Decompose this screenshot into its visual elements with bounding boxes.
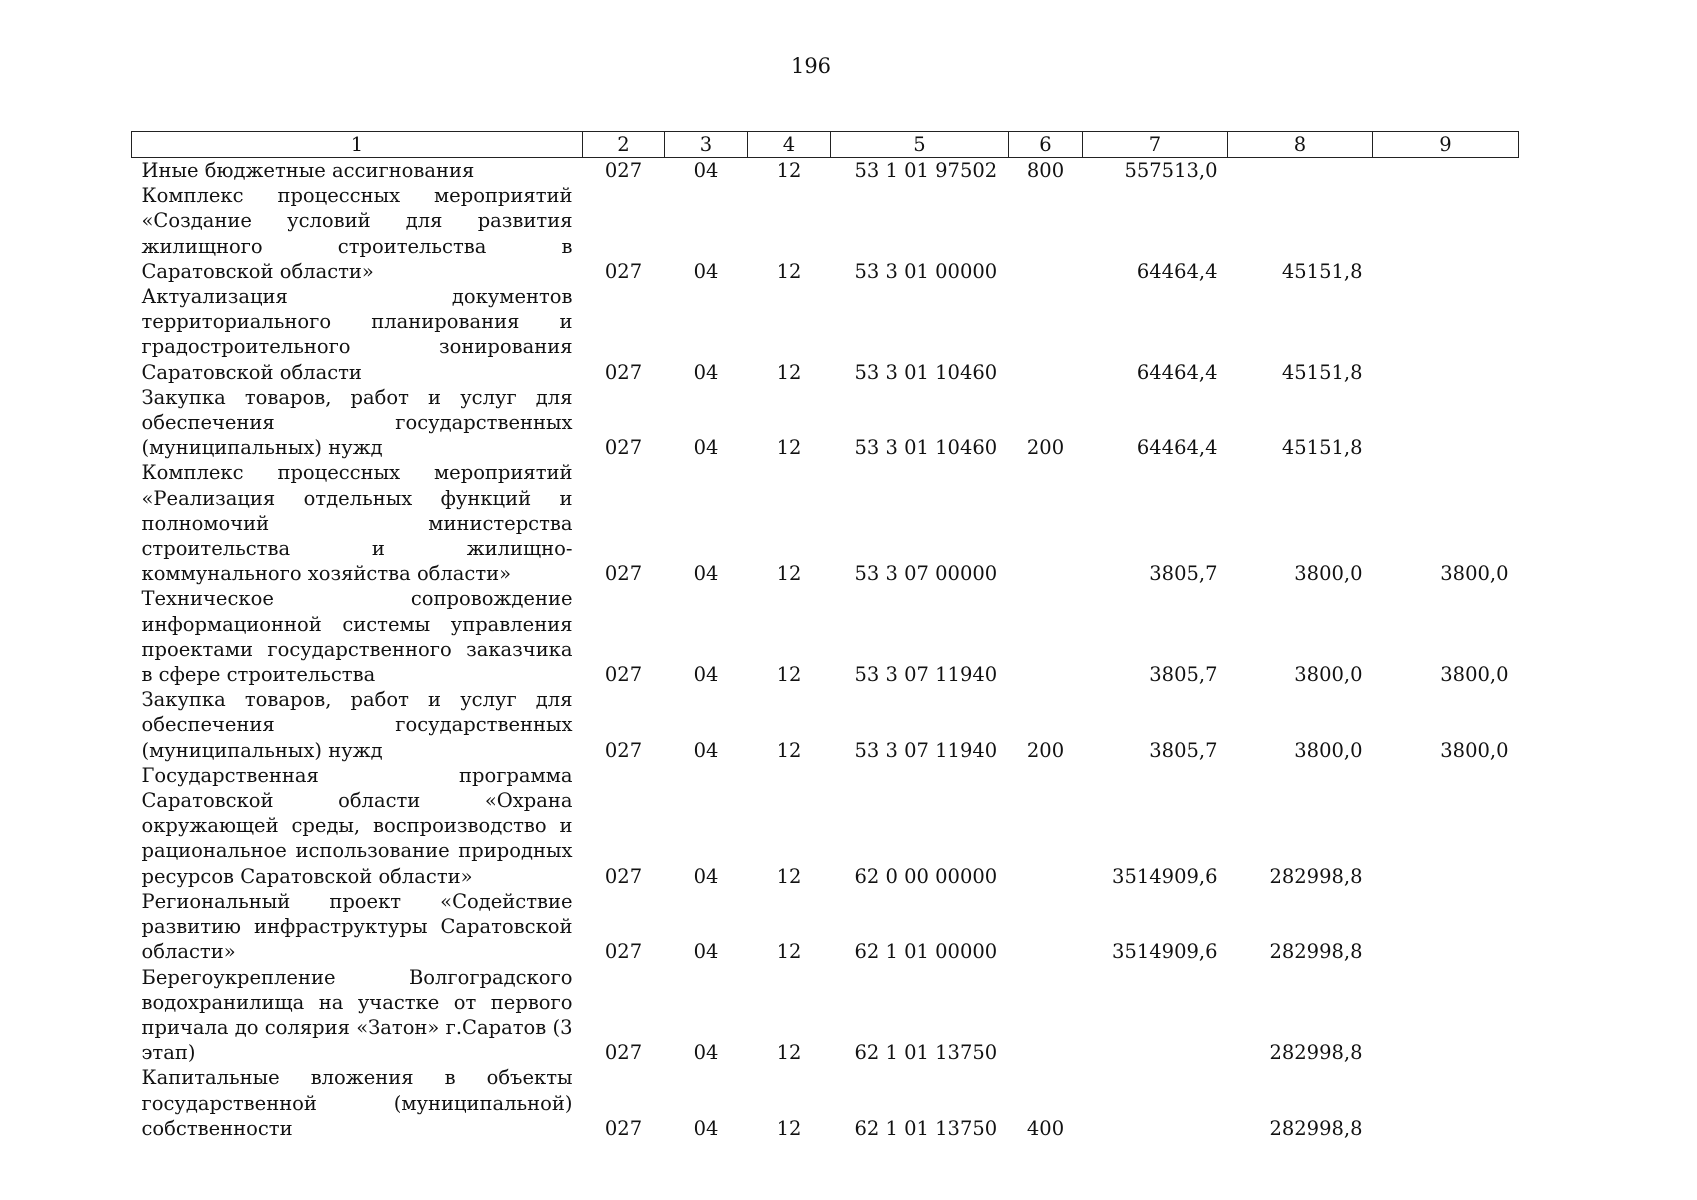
cell-subsection: 12 — [776, 663, 802, 687]
cell-expense-type — [1009, 284, 1083, 385]
cell-amount-9 — [1373, 965, 1519, 1066]
cell-target-code: 62 0 00 00000 — [854, 864, 998, 888]
cell-amount-8: 3800,0 — [1294, 562, 1363, 586]
cell-admin-code: 027 — [604, 1041, 643, 1065]
cell-section: 04 — [693, 864, 719, 888]
cell-amount-7 — [1083, 1065, 1228, 1141]
table-header — [132, 132, 1519, 158]
cell-amount-7: 3514909,6 — [1112, 940, 1218, 964]
cell-subsection: 12 — [776, 864, 802, 888]
cell-amount-8: 282998,8 — [1269, 864, 1363, 888]
table-row — [132, 183, 1519, 284]
cell-amount-9 — [1373, 889, 1519, 965]
row-name: Комплекс процессных мероприятий «Создание условий для развития жилищного строительства в Саратовской области» — [141, 184, 573, 283]
cell-amount-9 — [1373, 1065, 1519, 1141]
cell-amount-9 — [1373, 763, 1519, 889]
cell-amount-8: 45151,8 — [1281, 360, 1363, 384]
table-row — [132, 763, 1519, 889]
cell-amount-7: 64464,4 — [1136, 436, 1218, 460]
cell-amount-7 — [1083, 965, 1228, 1066]
cell-amount-9: 3800,0 — [1440, 562, 1509, 586]
cell-amount-7: 3805,7 — [1149, 562, 1218, 586]
cell-target-code: 53 3 07 00000 — [854, 562, 998, 586]
table-row — [132, 158, 1519, 184]
column-header-4: 4 — [748, 132, 831, 158]
cell-expense-type: 200 — [1026, 436, 1065, 460]
cell-target-code: 53 3 01 10460 — [854, 436, 998, 460]
cell-target-code: 53 3 01 00000 — [854, 259, 998, 283]
cell-expense-type: 400 — [1026, 1116, 1065, 1140]
cell-subsection: 12 — [776, 1041, 802, 1065]
table-body — [132, 158, 1519, 1141]
cell-amount-8 — [1228, 158, 1373, 184]
cell-expense-type — [1009, 460, 1083, 586]
row-name: Берегоукрепление Волгоградского водохранилища на участке от первого причала до солярия «Затон» г.Саратов (3 этап) — [141, 965, 573, 1065]
cell-expense-type — [1009, 183, 1083, 284]
cell-admin-code: 027 — [604, 436, 643, 460]
table-row — [132, 1065, 1519, 1141]
cell-admin-code: 027 — [604, 259, 643, 283]
cell-subsection: 12 — [776, 159, 802, 182]
cell-amount-9: 3800,0 — [1440, 663, 1509, 687]
budget-table — [131, 131, 1519, 1141]
cell-section: 04 — [693, 562, 719, 586]
cell-subsection: 12 — [776, 1116, 802, 1140]
cell-expense-type — [1009, 965, 1083, 1066]
cell-target-code: 53 1 01 97502 — [854, 159, 998, 182]
table-row — [132, 889, 1519, 965]
cell-section: 04 — [693, 159, 719, 182]
cell-admin-code: 027 — [604, 940, 643, 964]
row-name: Иные бюджетные ассигнования — [141, 159, 475, 182]
table-row — [132, 460, 1519, 586]
cell-admin-code: 027 — [604, 159, 643, 182]
cell-target-code: 62 1 01 00000 — [854, 940, 998, 964]
cell-expense-type: 800 — [1026, 159, 1065, 182]
cell-amount-9 — [1373, 183, 1519, 284]
cell-admin-code: 027 — [604, 1116, 643, 1140]
cell-amount-9 — [1373, 158, 1519, 184]
cell-section: 04 — [693, 663, 719, 687]
cell-expense-type — [1009, 889, 1083, 965]
cell-amount-8: 45151,8 — [1281, 436, 1363, 460]
column-header-9: 9 — [1373, 132, 1519, 158]
cell-section: 04 — [693, 259, 719, 283]
column-header-7: 7 — [1083, 132, 1228, 158]
row-name: Государственная программа Саратовской области «Охрана окружающей среды, воспроизводство и рациональное использование природных ресурсов Саратовской области» — [141, 763, 573, 888]
cell-target-code: 53 3 07 11940 — [854, 663, 998, 687]
cell-expense-type — [1009, 586, 1083, 687]
cell-subsection: 12 — [776, 436, 802, 460]
cell-section: 04 — [693, 1041, 719, 1065]
cell-subsection: 12 — [776, 738, 802, 762]
row-name: Капитальные вложения в объекты государственной (муниципальной) собственности — [141, 1066, 573, 1140]
table-row — [132, 385, 1519, 461]
table-row — [132, 586, 1519, 687]
cell-amount-8: 282998,8 — [1269, 940, 1363, 964]
row-name: Закупка товаров, работ и услуг для обеспечения государственных (муниципальных) нужд — [141, 688, 573, 762]
cell-target-code: 53 3 01 10460 — [854, 360, 998, 384]
cell-section: 04 — [693, 360, 719, 384]
cell-subsection: 12 — [776, 940, 802, 964]
table-row — [132, 284, 1519, 385]
cell-section: 04 — [693, 1116, 719, 1140]
cell-amount-8: 3800,0 — [1294, 663, 1363, 687]
cell-section: 04 — [693, 738, 719, 762]
row-name: Техническое сопровождение информационной системы управления проектами государственного заказчика в сфере строительства — [141, 587, 573, 687]
cell-amount-9 — [1373, 385, 1519, 461]
column-header-2: 2 — [583, 132, 665, 158]
cell-amount-7: 3514909,6 — [1112, 864, 1218, 888]
cell-admin-code: 027 — [604, 562, 643, 586]
table-row — [132, 687, 1519, 763]
cell-admin-code: 027 — [604, 738, 643, 762]
column-header-5: 5 — [831, 132, 1009, 158]
row-name: Актуализация документов территориального планирования и градостроительного зонирования Саратовской области — [141, 285, 573, 384]
page-number: 196 — [790, 54, 832, 78]
cell-subsection: 12 — [776, 360, 802, 384]
cell-amount-9: 3800,0 — [1440, 738, 1509, 762]
cell-admin-code: 027 — [604, 663, 643, 687]
cell-admin-code: 027 — [604, 864, 643, 888]
cell-amount-7: 3805,7 — [1149, 663, 1218, 687]
row-name: Комплекс процессных мероприятий «Реализация отдельных функций и полномочий министерства строительства и жилищно-коммунального хозяйства области» — [141, 461, 573, 586]
cell-amount-9 — [1373, 284, 1519, 385]
cell-subsection: 12 — [776, 259, 802, 283]
cell-section: 04 — [693, 436, 719, 460]
column-header-1: 1 — [132, 132, 583, 158]
cell-expense-type — [1009, 763, 1083, 889]
cell-expense-type: 200 — [1026, 738, 1065, 762]
cell-section: 04 — [693, 940, 719, 964]
column-header-6: 6 — [1009, 132, 1083, 158]
cell-admin-code: 027 — [604, 360, 643, 384]
cell-amount-7: 557513,0 — [1124, 159, 1218, 182]
column-header-8: 8 — [1228, 132, 1373, 158]
cell-target-code: 62 1 01 13750 — [854, 1116, 998, 1140]
cell-amount-7: 3805,7 — [1149, 738, 1218, 762]
cell-amount-8: 45151,8 — [1281, 259, 1363, 283]
cell-amount-7: 64464,4 — [1136, 360, 1218, 384]
cell-target-code: 53 3 07 11940 — [854, 738, 998, 762]
table-row — [132, 965, 1519, 1066]
cell-amount-7: 64464,4 — [1136, 259, 1218, 283]
column-header-3: 3 — [665, 132, 748, 158]
row-name: Региональный проект «Содействие развитию инфраструктуры Саратовской области» — [141, 889, 573, 964]
cell-amount-8: 3800,0 — [1294, 738, 1363, 762]
column-number-row — [132, 132, 1519, 158]
cell-target-code: 62 1 01 13750 — [854, 1041, 998, 1065]
cell-amount-8: 282998,8 — [1269, 1116, 1363, 1140]
cell-subsection: 12 — [776, 562, 802, 586]
row-name: Закупка товаров, работ и услуг для обеспечения государственных (муниципальных) нужд — [141, 385, 573, 460]
cell-amount-8: 282998,8 — [1269, 1041, 1363, 1065]
